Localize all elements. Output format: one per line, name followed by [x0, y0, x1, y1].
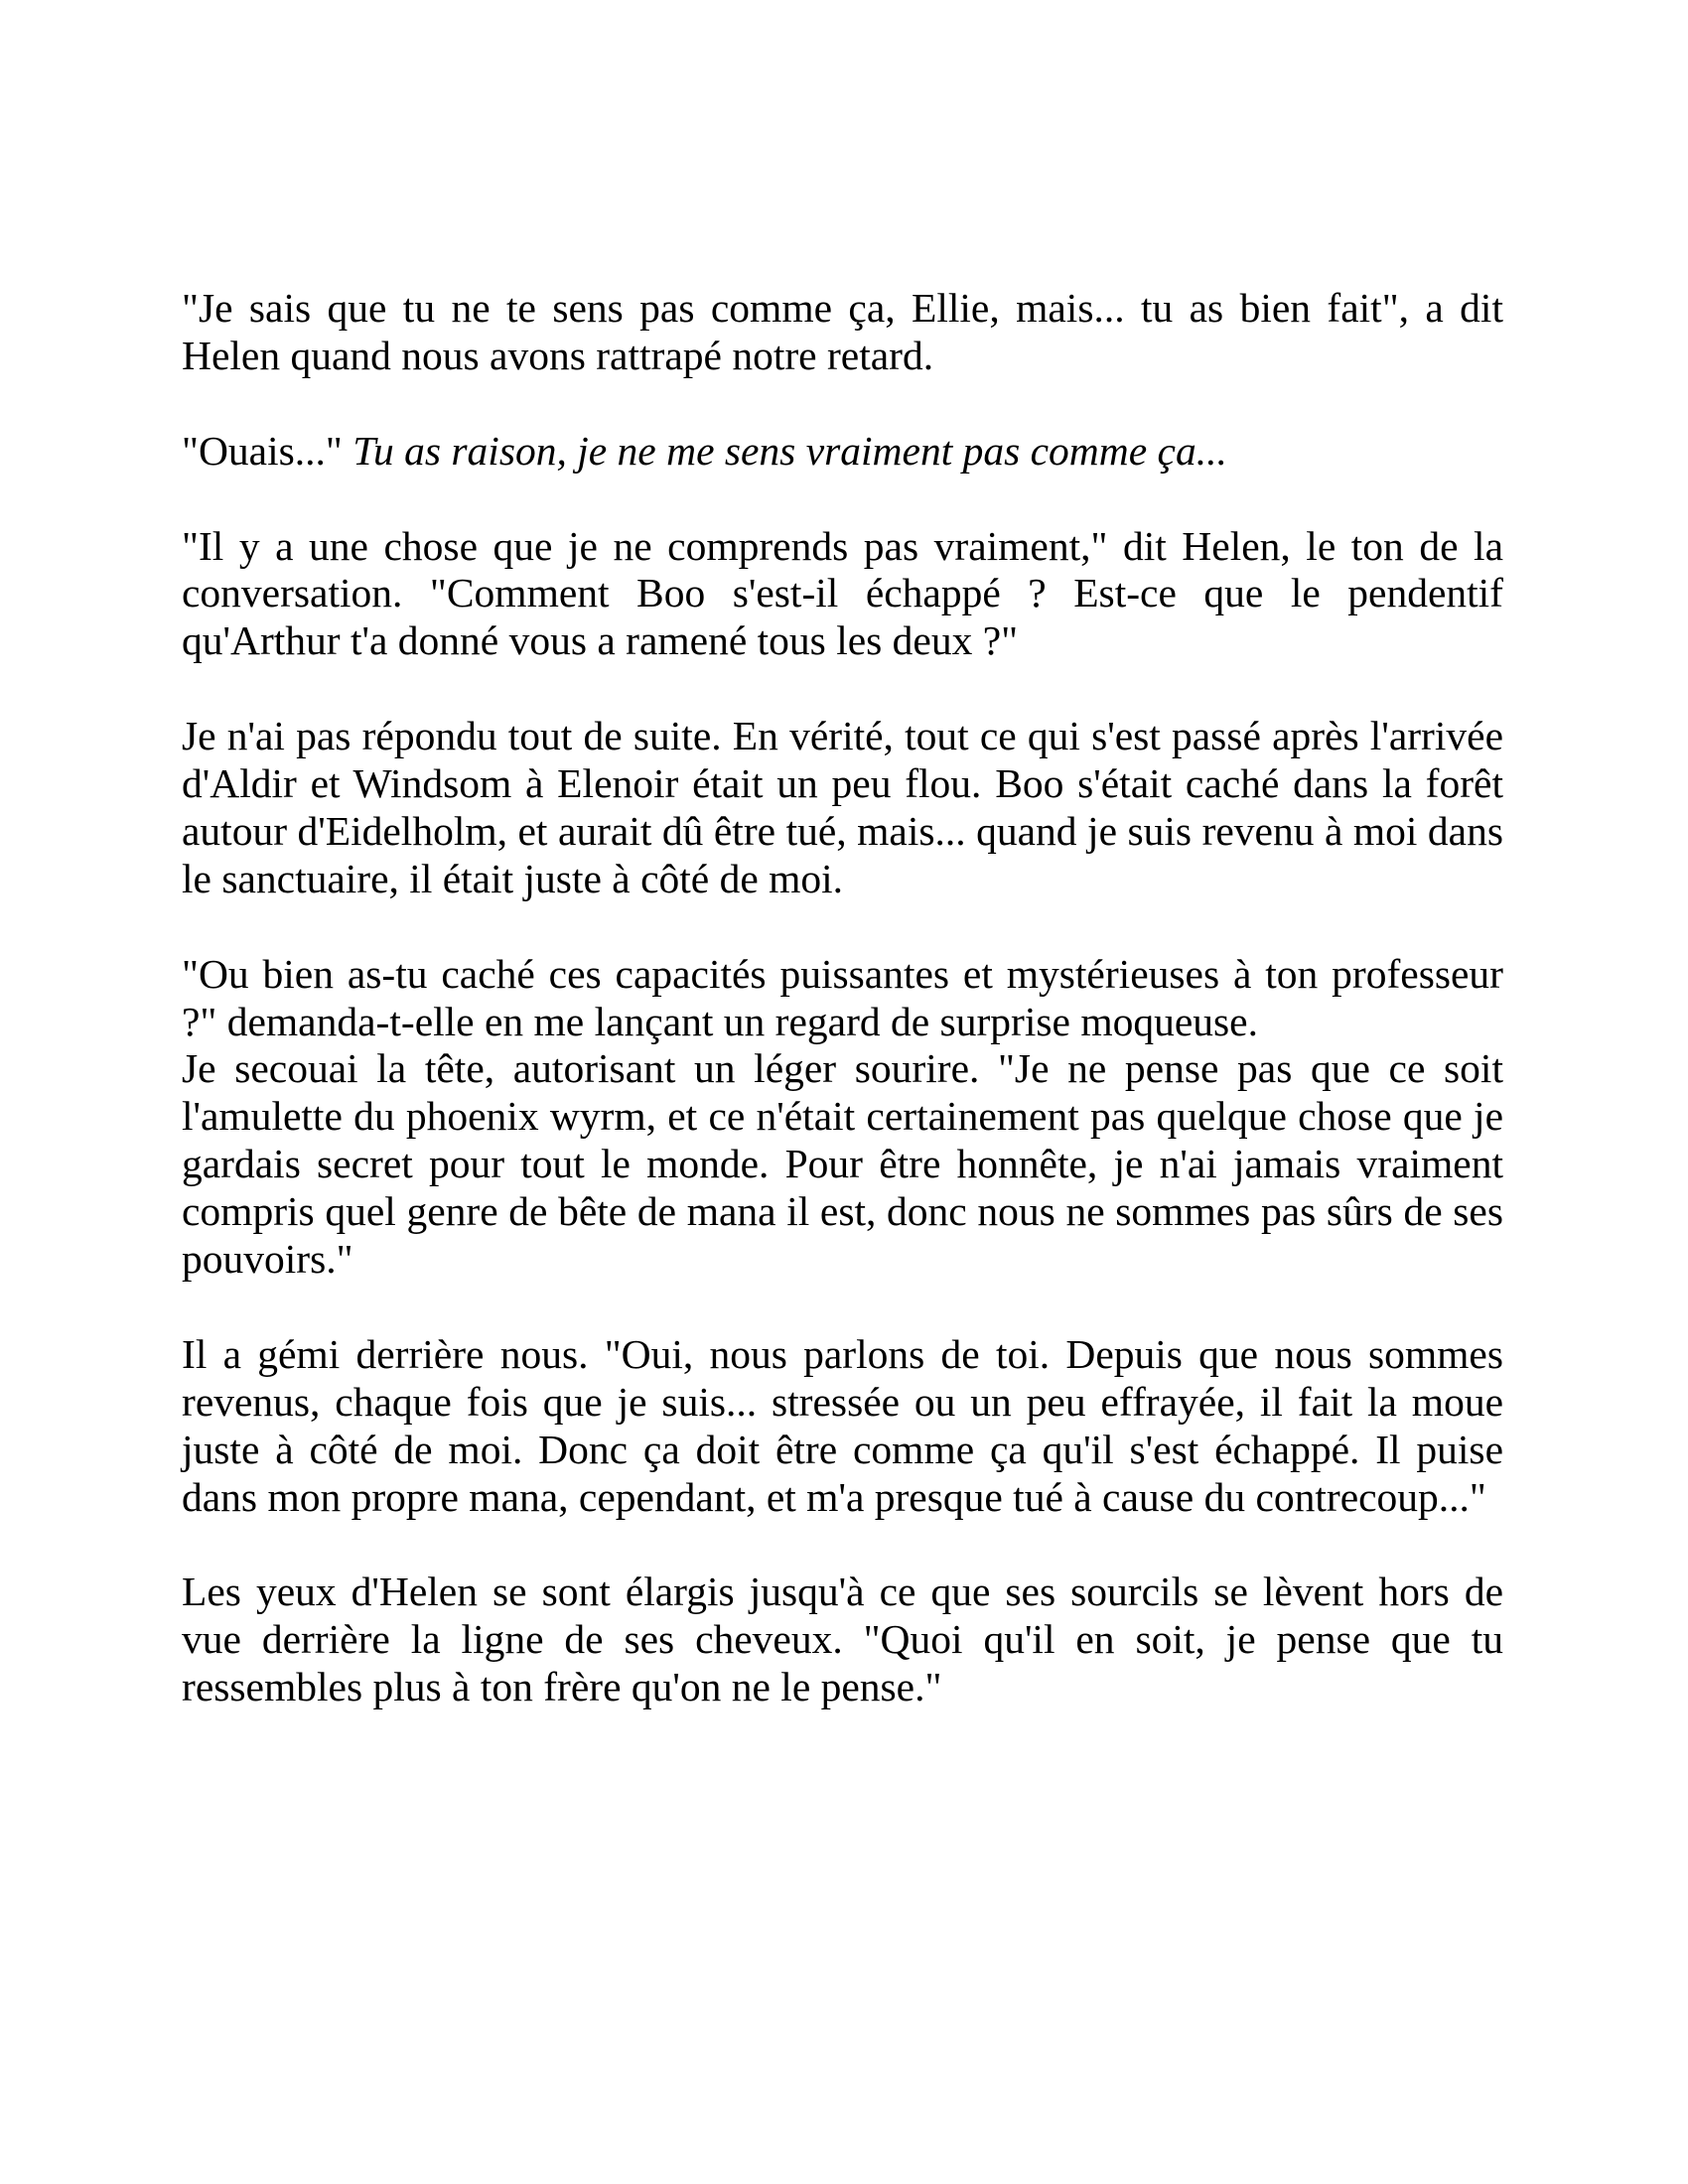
paragraph-text: Je secouai la tête, autorisant un léger sourire. "Je ne pense pas que ce soit l'amulette du phoenix wyrm, et ce n'était certainement pas quelque chose que je gardais secret pour tout le monde. Pour être honnête, je n'ai jamais vraiment compris quel genre de bête de mana il est, donc nous ne sommes pas sûrs de ses pouvoirs."	[182, 1045, 1503, 1283]
paragraph	[182, 285, 1503, 380]
paragraph	[182, 951, 1503, 1046]
paragraph-text: "Il y a une chose que je ne comprends pas vraiment," dit Helen, le ton de la conversation. "Comment Boo s'est-il échappé ? Est-ce que le pendentif qu'Arthur t'a donné vous a ramené tous les deux ?"	[182, 522, 1503, 664]
paragraph	[182, 1331, 1503, 1522]
paragraph	[182, 1045, 1503, 1284]
paragraph-text: Je n'ai pas répondu tout de suite. En vérité, tout ce qui s'est passé après l'arrivée d'Aldir et Windsom à Elenoir était un peu flou. Boo s'était caché dans la forêt autour d'Eidelholm, et aurait dû être tué, mais... quand je suis revenu à moi dans le sanctuaire, il était juste à côté de moi.	[182, 713, 1503, 901]
italic-thought: Tu as raison, je ne me sens vraiment pas comme ça...	[352, 427, 1227, 474]
body-text	[182, 285, 1503, 1759]
paragraph	[182, 713, 1503, 903]
paragraph-text: "Ou bien as-tu caché ces capacités puissantes et mystérieuses à ton professeur ?" demanda-t-elle en me lançant un regard de surprise moqueuse.	[182, 950, 1503, 1044]
paragraph-text: Les yeux d'Helen se sont élargis jusqu'à ce que ses sourcils se lèvent hors de vue derrière la ligne de ses cheveux. "Quoi qu'il en soit, je pense que tu ressembles plus à ton frère qu'on ne le pense."	[182, 1569, 1503, 1710]
paragraph-text: "Je sais que tu ne te sens pas comme ça, Ellie, mais... tu as bien fait", a dit Helen quand nous avons rattrapé notre retard.	[182, 285, 1503, 378]
paragraph	[182, 1569, 1503, 1711]
paragraph	[182, 428, 1503, 476]
paragraph	[182, 523, 1503, 666]
paragraph-text: "Ouais..."	[182, 427, 353, 474]
paragraph-text: Il a gémi derrière nous. "Oui, nous parlons de toi. Depuis que nous sommes revenus, chaque fois que je suis... stressée ou un peu effrayée, il fait la moue juste à côté de moi. Donc ça doit être comme ça qu'il s'est échappé. Il puise dans mon propre mana, cependant, et m'a presque tué à cause du contrecoup..."	[182, 1330, 1503, 1520]
